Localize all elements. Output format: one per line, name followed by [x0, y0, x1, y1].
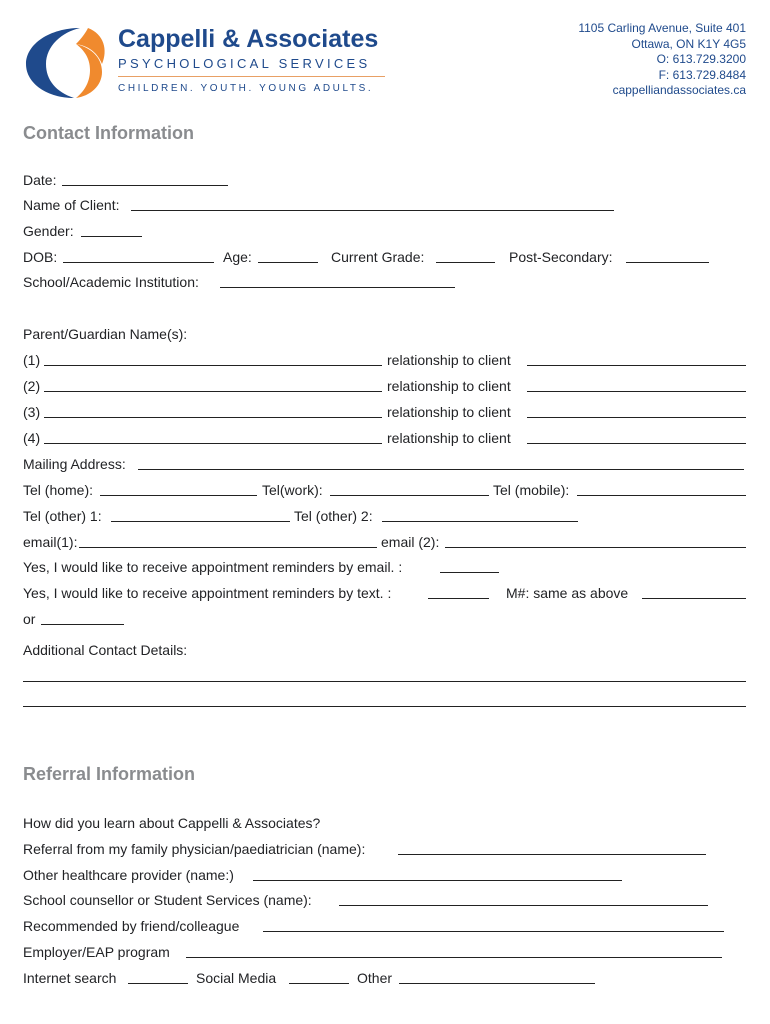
relationship-label: relationship to client	[387, 352, 511, 368]
tel-other1-field[interactable]	[111, 521, 290, 522]
guardian-index: (1)	[23, 352, 41, 368]
relationship-label: relationship to client	[387, 378, 511, 394]
office-phone: O: 613.729.3200	[656, 52, 746, 66]
referral-question: How did you learn about Cappelli & Associates?	[23, 815, 321, 831]
postsecondary-field[interactable]	[626, 262, 709, 263]
company-logo-icon	[20, 24, 110, 100]
brand-tagline: CHILDREN. YOUTH. YOUNG ADULTS.	[118, 83, 374, 94]
guardian-3-relationship-field[interactable]	[527, 417, 746, 418]
office-fax: F: 613.729.8484	[658, 67, 746, 82]
tel-home-field[interactable]	[100, 495, 257, 496]
guardian-index: (2)	[23, 378, 41, 394]
email2-field[interactable]	[445, 547, 746, 548]
relationship-label: relationship to client	[387, 430, 511, 446]
employer-label: Employer/EAP program	[23, 944, 170, 960]
dob-label: DOB:	[23, 249, 58, 265]
healthcare-field[interactable]	[253, 880, 622, 881]
mobile-same-field[interactable]	[642, 598, 746, 599]
email2-label: email (2):	[381, 534, 440, 550]
client-name-field[interactable]	[131, 210, 614, 211]
additional-label: Additional Contact Details:	[23, 642, 188, 658]
brand-divider	[118, 76, 385, 77]
tel-mobile-field[interactable]	[577, 495, 746, 496]
tel-mobile-label: Tel (mobile):	[493, 482, 570, 498]
tel-other1-label: Tel (other) 1:	[23, 508, 102, 524]
social-field[interactable]	[289, 983, 349, 984]
relationship-label: relationship to client	[387, 404, 511, 420]
website-link[interactable]: cappelliandassociates.ca	[612, 83, 746, 97]
other-label: Other	[357, 970, 393, 986]
guardian-4-name-field[interactable]	[44, 443, 382, 444]
reminder-email-field[interactable]	[440, 572, 499, 573]
tel-other2-field[interactable]	[382, 521, 578, 522]
guardian-4-relationship-field[interactable]	[527, 443, 746, 444]
date-field[interactable]	[62, 185, 228, 186]
physician-field[interactable]	[398, 854, 706, 855]
grade-label: Current Grade:	[331, 249, 425, 265]
gender-label: Gender:	[23, 223, 74, 239]
mobile-same-label: M#: same as above	[506, 585, 629, 601]
address-line: 1105 Carling Avenue, Suite 401	[578, 21, 746, 35]
tel-work-field[interactable]	[330, 495, 489, 496]
brand-subtitle: PSYCHOLOGICAL SERVICES	[118, 56, 371, 71]
reminder-text-label: Yes, I would like to receive appointment reminders by text. :	[23, 585, 392, 601]
guardian-2-relationship-field[interactable]	[527, 391, 746, 392]
date-label: Date:	[23, 172, 57, 188]
additional-line-2[interactable]	[23, 706, 746, 707]
other-field[interactable]	[399, 983, 595, 984]
guardian-3-name-field[interactable]	[44, 417, 382, 418]
or-label: or	[23, 611, 36, 627]
contact-heading: Contact Information	[23, 123, 194, 143]
school-counsellor-label: School counsellor or Student Services (name):	[23, 892, 312, 908]
email1-label: email(1):	[23, 534, 78, 550]
email1-field[interactable]	[79, 547, 377, 548]
guardian-1-relationship-field[interactable]	[527, 365, 746, 366]
internet-label: Internet search	[23, 970, 117, 986]
social-label: Social Media	[196, 970, 277, 986]
physician-label: Referral from my family physician/paediatrician (name):	[23, 841, 366, 857]
mailing-label: Mailing Address:	[23, 456, 126, 472]
gender-field[interactable]	[81, 236, 142, 237]
office-address	[578, 21, 746, 99]
healthcare-label: Other healthcare provider (name:)	[23, 867, 234, 883]
dob-field[interactable]	[63, 262, 214, 263]
guardian-index: (3)	[23, 404, 41, 420]
mailing-address-field[interactable]	[138, 469, 744, 470]
brand-name: Cappelli & Associates	[118, 25, 379, 53]
guardian-index: (4)	[23, 430, 41, 446]
age-label: Age:	[223, 249, 252, 265]
reminder-text-field[interactable]	[428, 598, 489, 599]
internet-field[interactable]	[128, 983, 188, 984]
school-label: School/Academic Institution:	[23, 274, 199, 290]
friend-label: Recommended by friend/colleague	[23, 918, 240, 934]
postsecondary-label: Post-Secondary:	[509, 249, 613, 265]
guardian-2-name-field[interactable]	[44, 391, 382, 392]
school-counsellor-field[interactable]	[339, 905, 708, 906]
reminder-email-label: Yes, I would like to receive appointment reminders by email. :	[23, 559, 403, 575]
tel-home-label: Tel (home):	[23, 482, 94, 498]
guardians-label: Parent/Guardian Name(s):	[23, 326, 188, 342]
grade-field[interactable]	[436, 262, 495, 263]
age-field[interactable]	[258, 262, 318, 263]
additional-line-1[interactable]	[23, 681, 746, 682]
employer-field[interactable]	[186, 957, 722, 958]
guardian-1-name-field[interactable]	[44, 365, 382, 366]
tel-other2-label: Tel (other) 2:	[294, 508, 373, 524]
referral-heading: Referral Information	[23, 764, 196, 784]
alt-mobile-field[interactable]	[41, 624, 124, 625]
friend-field[interactable]	[263, 931, 724, 932]
client-name-label: Name of Client:	[23, 197, 120, 213]
address-city: Ottawa, ON K1Y 4G5	[631, 36, 746, 51]
tel-work-label: Tel(work):	[262, 482, 323, 498]
school-field[interactable]	[220, 287, 455, 288]
